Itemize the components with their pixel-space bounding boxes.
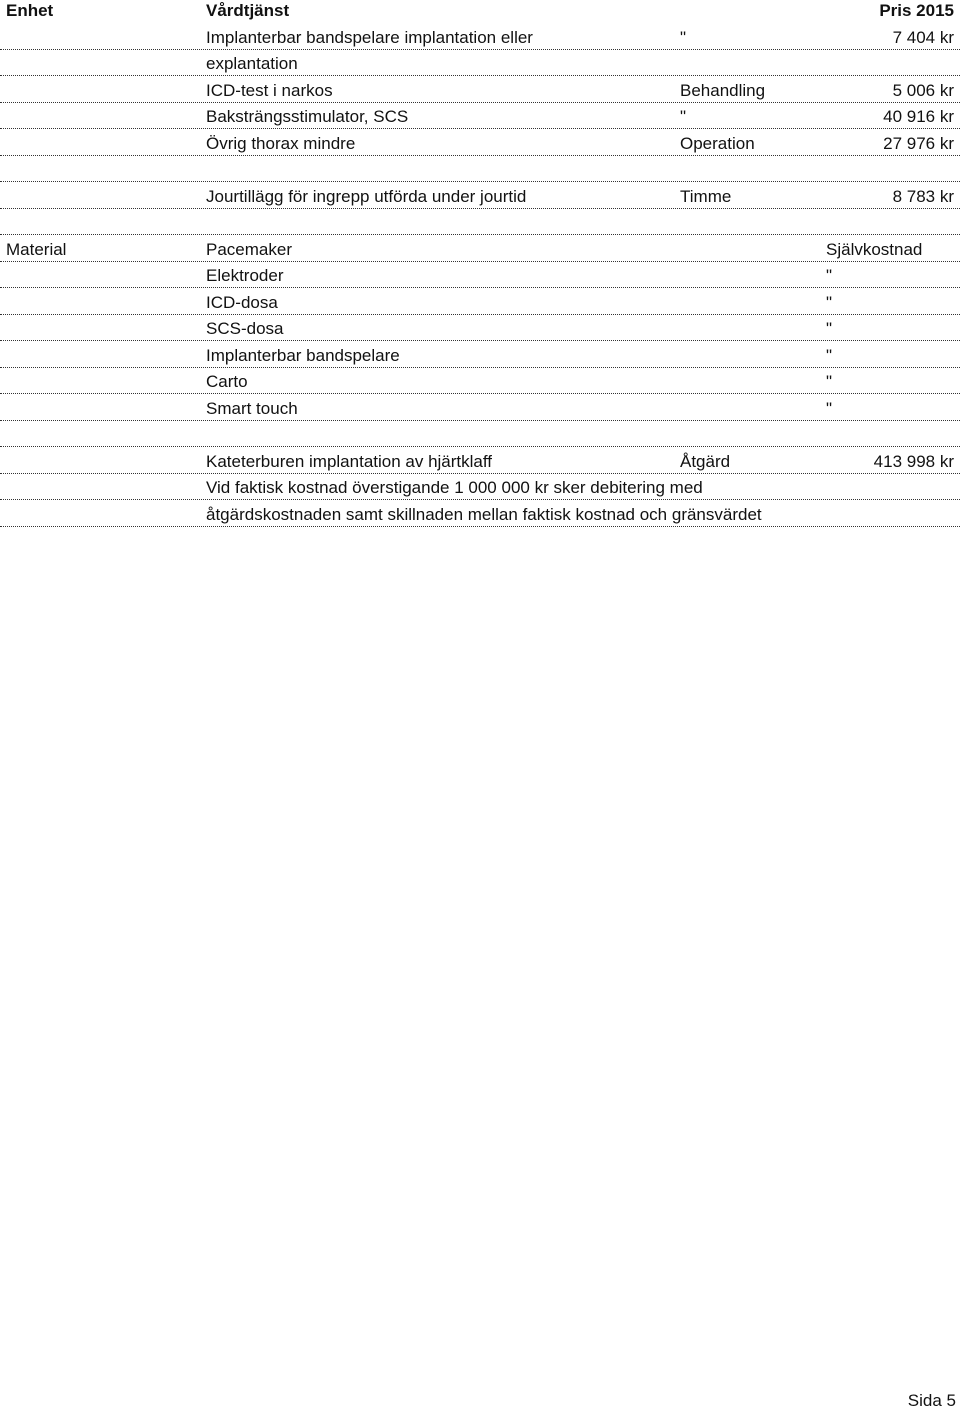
table-row — [0, 103, 960, 129]
table-row — [0, 130, 960, 156]
self-cost-cell: Självkostnad — [826, 240, 923, 259]
service-cell: ICD-dosa — [206, 293, 278, 312]
service-cell: Kateterburen implantation av hjärtklaff — [206, 452, 493, 471]
price-cell: 413 998 kr — [873, 452, 954, 471]
table-row — [0, 395, 960, 421]
self-cost-cell: " — [826, 399, 833, 418]
empty-row — [0, 421, 960, 447]
self-cost-cell: " — [826, 266, 833, 285]
price-cell: 5 006 kr — [892, 81, 954, 100]
empty-row — [0, 156, 960, 182]
code-cell: Behandling — [680, 81, 766, 100]
table-row — [0, 183, 960, 209]
table-row — [0, 368, 960, 394]
header-unit: Enhet — [6, 1, 54, 20]
price-cell: 27 976 kr — [883, 134, 954, 153]
table-row — [0, 262, 960, 288]
service-cell: Övrig thorax mindre — [206, 134, 356, 153]
code-cell: " — [680, 107, 687, 126]
empty-row — [0, 209, 960, 235]
code-cell: " — [680, 28, 687, 47]
page-number: Sida 5 — [907, 1391, 956, 1410]
table-row — [0, 50, 960, 76]
price-cell: 40 916 kr — [883, 107, 954, 126]
service-cell: ICD-test i narkos — [206, 81, 333, 100]
table-row — [0, 24, 960, 50]
self-cost-cell: " — [826, 372, 833, 391]
service-cell: Implanterbar bandspelare implantation eller — [206, 28, 533, 47]
service-cell: Baksträngsstimulator, SCS — [206, 107, 409, 126]
code-cell: Åtgärd — [680, 452, 731, 471]
price-cell: 7 404 kr — [892, 28, 954, 47]
service-cell: Pacemaker — [206, 240, 292, 259]
header-service: Vårdtjänst — [206, 1, 290, 20]
code-cell: Operation — [680, 134, 755, 153]
self-cost-cell: " — [826, 293, 833, 312]
service-cell: SCS-dosa — [206, 319, 284, 338]
service-cell: Implanterbar bandspelare — [206, 346, 400, 365]
table-row — [0, 501, 960, 527]
unit-cell: Material — [6, 240, 67, 259]
table-row — [0, 342, 960, 368]
table-row — [0, 77, 960, 103]
price-cell: 8 783 kr — [892, 187, 954, 206]
table-header — [0, 0, 960, 24]
service-cell: Jourtillägg för ingrepp utförda under jourtid — [206, 187, 527, 206]
table-row — [0, 315, 960, 341]
service-cell: explantation — [206, 54, 298, 73]
service-cell: Elektroder — [206, 266, 284, 285]
header-price: Pris 2015 — [879, 1, 954, 20]
table-row — [0, 474, 960, 500]
self-cost-cell: " — [826, 319, 833, 338]
table-row — [0, 448, 960, 474]
service-cell: Carto — [206, 372, 248, 391]
service-cell: åtgärdskostnaden samt skillnaden mellan faktisk kostnad och gränsvärdet — [206, 505, 762, 524]
self-cost-cell: " — [826, 346, 833, 365]
code-cell: Timme — [680, 187, 732, 206]
service-cell: Smart touch — [206, 399, 298, 418]
table-row — [0, 289, 960, 315]
service-cell: Vid faktisk kostnad överstigande 1 000 000 kr sker debitering med — [206, 478, 703, 497]
table-row — [0, 236, 960, 262]
